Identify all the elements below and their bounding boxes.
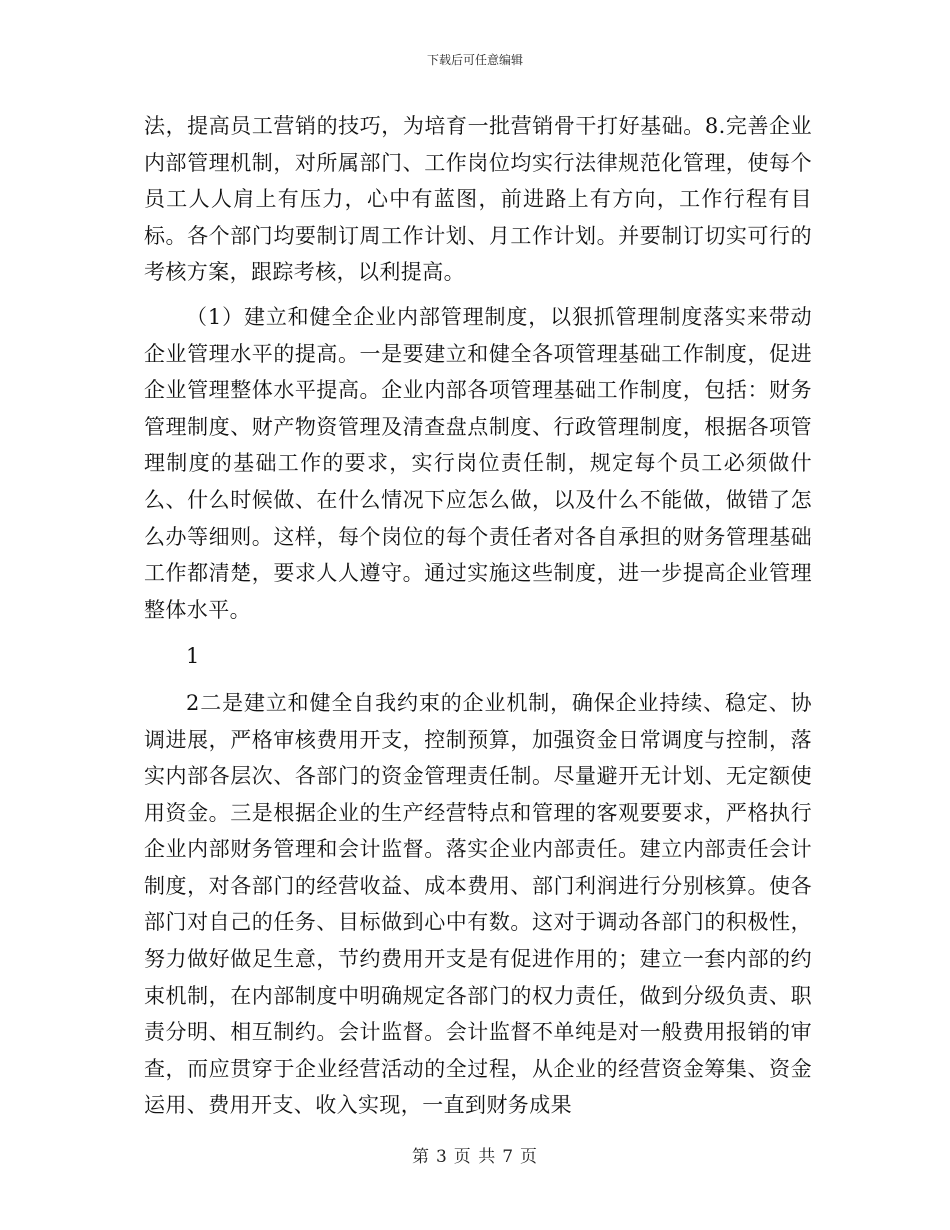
paragraph-management-system: （1）建立和健全企业内部管理制度，以狠抓管理制度落实来带动企业管理水平的提高。一是要建立和健全各项管理基础工作制度，促进企业管理整体水平提高。企业内部各项管理基础工作制度，包括：财务管理制度、财产物资管理及清查盘点制度、行政管理制度，根据各项管理制度的基础工作的要求，实行岗位责任制，规定每个员工必须做什么、什么时候做、在什么情况下应怎么做，以及什么不能做，做错了怎么办等细则。这样，每个岗位的每个责任者对各自承担的财务管理基础工作都清楚，要求人人遵守。通过实施这些制度，进一步提高企业管理整体水平。 [144, 304, 812, 622]
paragraph-continuation: 法，提高员工营销的技巧，为培育一批营销骨干打好基础。8.完善企业内部管理机制，对所属部门、工作岗位均实行法律规范化管理，使每个员工人人肩上有压力，心中有蓝图，前进路上有方向，工作行程有目标。各个部门均要制订周工作计划、月工作计划。并要制订切实可行的考核方案，跟踪考核，以利提高。 [144, 114, 812, 285]
header-note: 下载后可任意编辑 [426, 53, 523, 67]
page-footer [0, 1146, 950, 1168]
footer-middle: 页 共 [453, 1147, 497, 1167]
document-body [144, 108, 812, 1124]
paragraph-gap [144, 628, 812, 638]
footer-suffix: 页 [520, 1147, 539, 1167]
paragraph-number: 1 [186, 644, 200, 669]
paragraph-self-restraint: 2二是建立和健全自我约束的企业机制，确保企业持续、稳定、协调进展，严格审核费用开支，控制预算，加强资金日常调度与控制，落实内部各层次、各部门的资金管理责任制。尽量避开无计划、无定额使用资金。三是根据企业的生产经营特点和管理的客观要要求，严格执行企业内部财务管理和会计监督。落实企业内部责任。建立内部责任会计制度，对各部门的经营收益、成本费用、部门利润进行分别核算。使各部门对自己的任务、目标做到心中有数。这对于调动各部门的积极性，努力做好做足生意，节约费用开支是有促进作用的；建立一套内部的约束机制，在内部制度中明确规定各部门的权力责任，做到分级负责、职责分明、相互制约。会计监督。会计监督不单纯是对一般费用报销的审查，而应贯穿于企业经营活动的全过程，从企业的经营资金筹集、资金运用、费用开支、收入实现，一直到财务成果 [144, 690, 812, 1118]
paragraph-gap [144, 291, 812, 299]
paragraph-gap [144, 675, 812, 685]
footer-total-pages: 7 [502, 1147, 515, 1167]
page-header [0, 52, 950, 68]
footer-prefix: 第 [411, 1147, 430, 1167]
footer-page-number: 3 [435, 1147, 448, 1167]
